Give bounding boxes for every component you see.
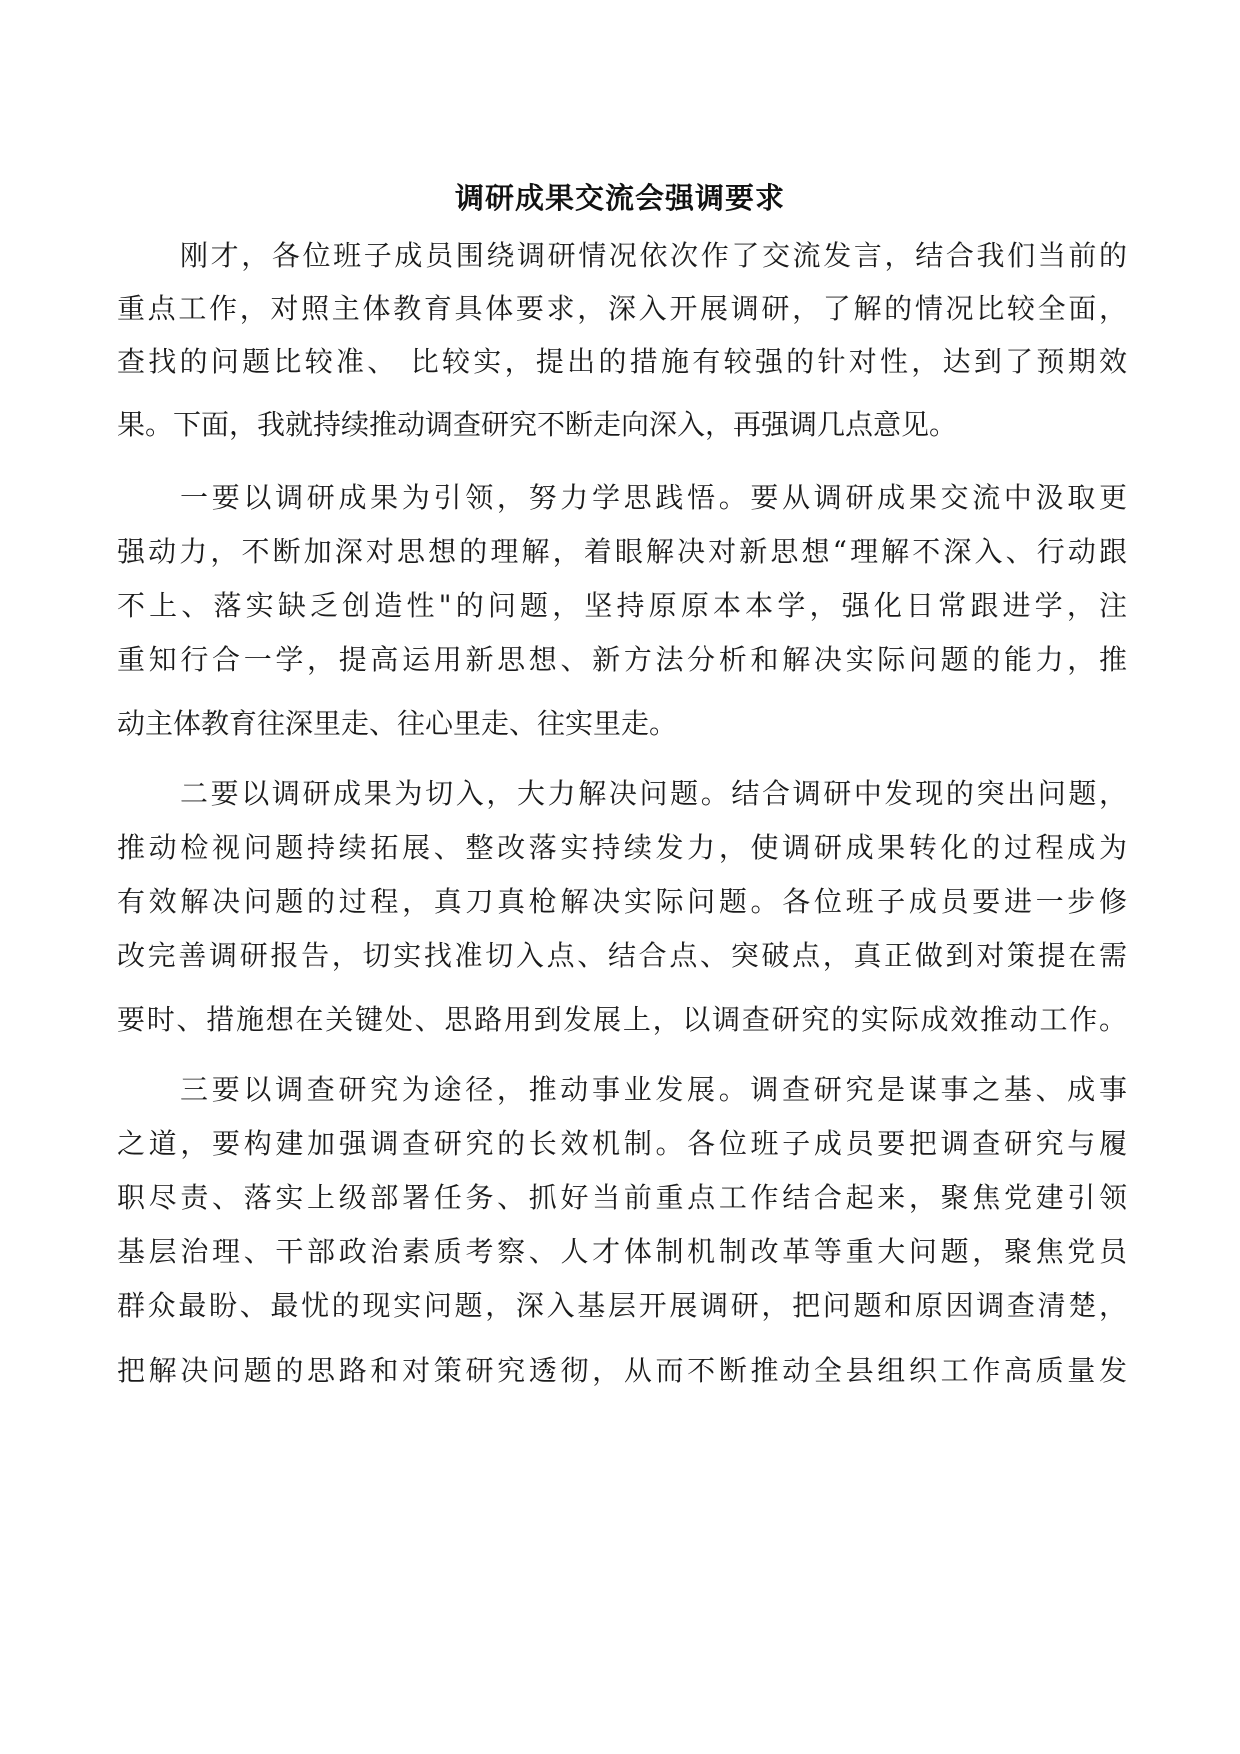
paragraph-line: 重点工作，对照主体教育具体要求，深入开展调研，了解的情况比较全面， [117,292,1127,325]
document-title: 调研成果交流会强调要求 [454,181,785,215]
paragraph-line: 把解决问题的思路和对策研究透彻，从而不断推动全县组织工作高质量发 [117,1354,1127,1387]
paragraph-line: 要时、措施想在关键处、思路用到发展上，以调查研究的实际成效推动工作。 [117,1003,1127,1036]
paragraph-line: 刚才，各位班子成员围绕调研情况依次作了交流发言，结合我们当前的 [180,239,1127,272]
paragraph-line: 改完善调研报告，切实找准切入点、结合点、突破点，真正做到对策提在需 [117,939,1127,972]
paragraph-line: 基层治理、干部政治素质考察、人才体制机制改革等重大问题，聚焦党员 [117,1235,1127,1268]
paragraph-line: 查找的问题比较准、 比较实，提出的措施有较强的针对性，达到了预期效 [117,345,1127,378]
paragraph-line: 职尽责、落实上级部署任务、抓好当前重点工作结合起来，聚焦党建引领 [117,1181,1127,1214]
paragraph-line: 三要以调查研究为途径，推动事业发展。调查研究是谋事之基、成事 [180,1073,1127,1106]
paragraph-line: 有效解决问题的过程，真刀真枪解决实际问题。各位班子成员要进一步修 [117,885,1127,918]
paragraph-line: 动主体教育往深里走、往心里走、往实里走。 [117,707,678,740]
paragraph-line: 推动检视问题持续拓展、整改落实持续发力，使调研成果转化的过程成为 [117,831,1127,864]
paragraph-line: 二要以调研成果为切入，大力解决问题。结合调研中发现的突出问题， [180,777,1127,810]
paragraph-line: 不上、落实缺乏创造性"的问题，坚持原原本本学，强化日常跟进学，注 [117,589,1127,622]
paragraph-line: 强动力，不断加深对思想的理解，着眼解决对新思想“理解不深入、行动跟 [117,535,1127,568]
paragraph-line: 重知行合一学，提高运用新思想、新方法分析和解决实际问题的能力，推 [117,643,1127,676]
paragraph-line: 果。下面，我就持续推动调查研究不断走向深入，再强调几点意见。 [117,408,958,441]
paragraph-line: 之道，要构建加强调查研究的长效机制。各位班子成员要把调查研究与履 [117,1127,1127,1160]
paragraph-line: 群众最盼、最忧的现实问题，深入基层开展调研，把问题和原因调查清楚， [117,1289,1127,1322]
paragraph-line: 一要以调研成果为引领，努力学思践悟。要从调研成果交流中汲取更 [180,481,1127,514]
